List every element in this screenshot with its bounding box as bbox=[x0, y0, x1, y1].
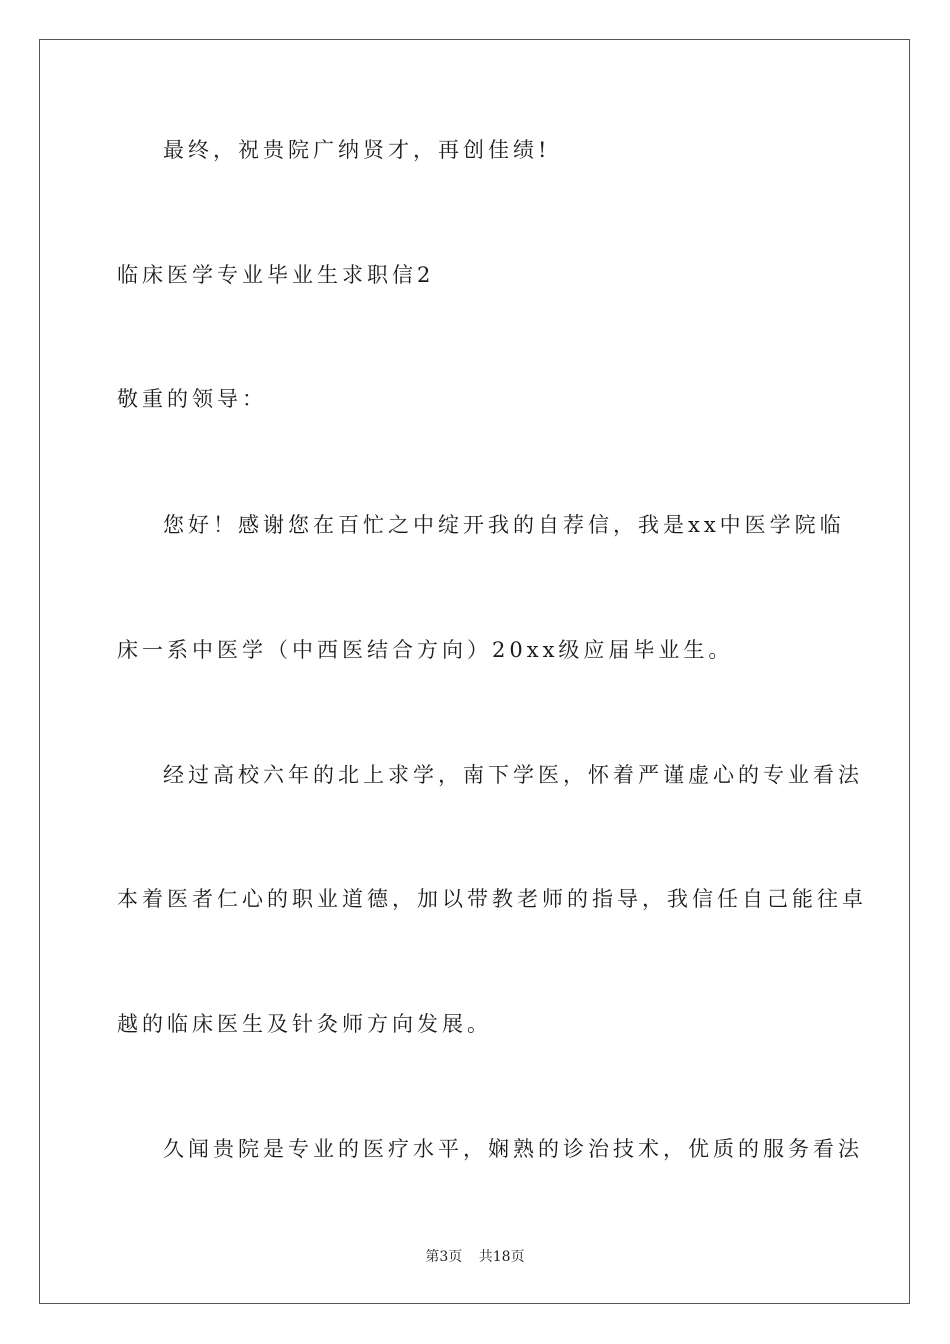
paragraph-line: 越的临床医生及针灸师方向发展。 bbox=[117, 1012, 492, 1036]
salutation: 敬重的领导： bbox=[117, 387, 267, 411]
page-footer bbox=[0, 1247, 950, 1267]
paragraph-line: 久闻贵院是专业的医疗水平，娴熟的诊治技术，优质的服务看法 bbox=[163, 1137, 863, 1161]
closing-line: 最终，祝贵院广纳贤才，再创佳绩! bbox=[163, 138, 551, 162]
paragraph-line: 本着医者仁心的职业道德，加以带教老师的指导，我信任自己能往卓 bbox=[117, 887, 867, 911]
letter-title: 临床医学专业毕业生求职信2 bbox=[117, 263, 435, 287]
paragraph-line: 床一系中医学（中西医结合方向）20xx级应届毕业生。 bbox=[117, 638, 734, 662]
paragraph-line: 您好！感谢您在百忙之中绽开我的自荐信，我是xx中医学院临 bbox=[163, 513, 845, 537]
page-frame bbox=[39, 39, 910, 1304]
page-number: 第3页 bbox=[425, 1249, 463, 1265]
paragraph-line: 经过高校六年的北上求学，南下学医，怀着严谨虚心的专业看法 bbox=[163, 763, 863, 787]
page-total: 共18页 bbox=[478, 1249, 525, 1265]
